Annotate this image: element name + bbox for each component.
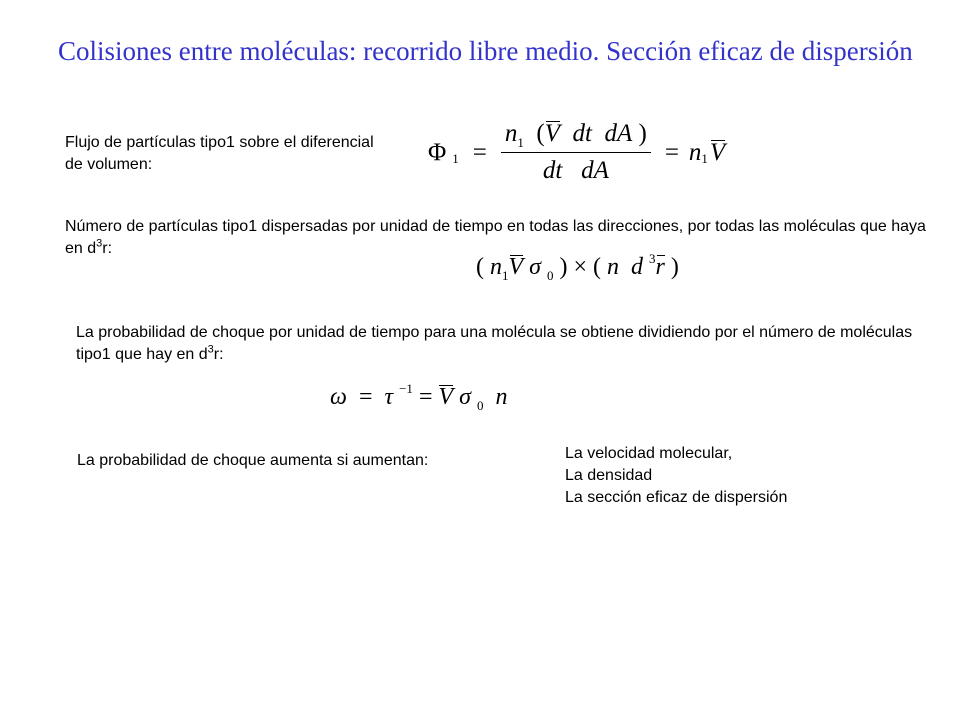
probability-label-end: r:	[213, 346, 224, 363]
slide-title: Colisiones entre moléculas: recorrido libre medio. Sección eficaz de dispersión	[58, 36, 913, 66]
factor-list	[565, 443, 945, 509]
scatter-label-end: r:	[102, 240, 113, 257]
scatter-equation: ( $n_1V$ σ $_0$ ) × ( n d $^3$r )	[476, 251, 679, 283]
factor-item: La densidad	[565, 467, 653, 484]
probability-equation: ω = τ $^{-1}$ = V σ $_0$ n	[330, 381, 508, 413]
factor-item: La sección eficaz de dispersión	[565, 489, 788, 506]
scatter-label-text: Número de partículas tipo1 dispersadas por unidad de tiempo en todas las direcciones, por todas las moléculas que haya en d	[65, 218, 926, 257]
probability-label-sup: 3	[207, 343, 214, 356]
factor-item: La velocidad molecular,	[565, 445, 733, 462]
probability-label-text: La probabilidad de choque por unidad de tiempo para una molécula se obtiene dividiendo por el número de moléculas tipo1 que hay en d	[76, 324, 913, 363]
probability-label	[76, 322, 946, 366]
flux-label: Flujo de partículas tipo1 sobre el diferencial de volumen:	[65, 134, 374, 173]
flux-equation: Φ 1 = $\frac{n_1 (V dt dA )}{\text{dt dA}}$ = n 1 V	[428, 120, 726, 184]
scatter-label-sup: 3	[96, 237, 103, 250]
increase-label: La probabilidad de choque aumenta si aumentan:	[77, 452, 429, 469]
